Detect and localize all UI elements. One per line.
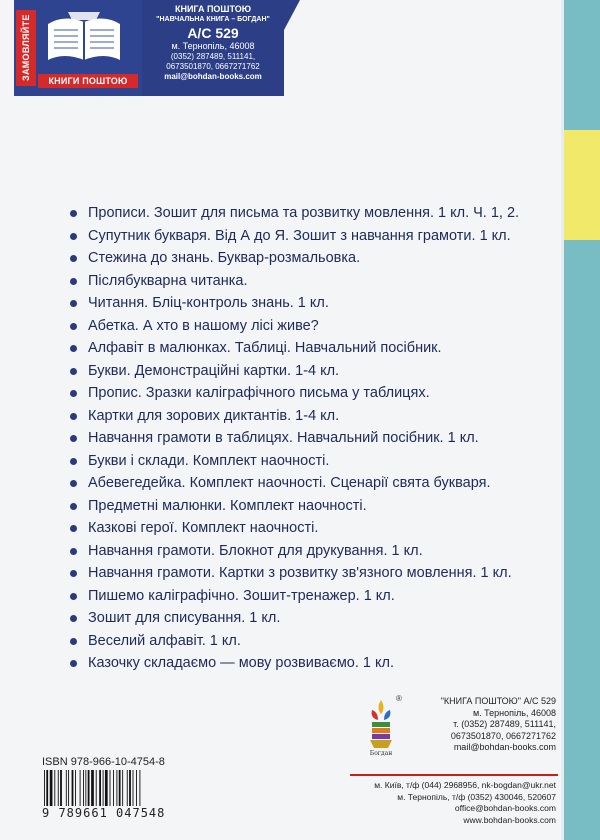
bullet-icon — [70, 570, 77, 577]
side-stripe-line — [561, 0, 564, 840]
banner-subtitle: "НАВЧАЛЬНА КНИГА – БОГДАН" — [156, 16, 270, 23]
order-phones-2: 0673501870, 0667271762 — [450, 730, 556, 741]
list-item: Абетка. А хто в нашому лісі живе? — [70, 315, 540, 338]
order-city: м. Тернопіль, 46008 — [472, 707, 556, 718]
list-item: Веселий алфавіт. 1 кл. — [70, 630, 540, 653]
list-item: Зошит для списування. 1 кл. — [70, 607, 540, 630]
banner-city: м. Тернопіль, 46008 — [171, 41, 255, 51]
bullet-icon — [70, 615, 77, 622]
banner-vertical-label: ЗАМОВЛЯЙТЕ — [16, 10, 36, 86]
bullet-icon — [70, 525, 77, 532]
list-item: Читання. Бліц-контроль знань. 1 кл. — [70, 292, 540, 315]
contact-kyiv: м. Київ, т/ф (044) 2968956, nk-bogdan@ukr.net — [374, 780, 556, 790]
book-icon — [44, 10, 124, 66]
divider — [350, 774, 558, 776]
list-item: Букви. Демонстраційні картки. 1-4 кл. — [70, 360, 540, 383]
list-item: Казочку складаємо — мову розвиваємо. 1 кл. — [70, 652, 540, 675]
list-item: Абевегедейка. Комплект наочності. Сценарії свята букваря. — [70, 472, 540, 495]
list-item: Навчання грамоти. Блокнот для друкування. 1 кл. — [70, 540, 540, 563]
list-item: Букви і склади. Комплект наочності. — [70, 450, 540, 473]
publisher-logo-icon — [366, 696, 396, 758]
bullet-icon — [70, 210, 77, 217]
contact-block — [356, 780, 556, 826]
bullet-icon — [70, 278, 77, 285]
side-stripe-yellow — [564, 130, 600, 240]
bullet-icon — [70, 233, 77, 240]
list-item: Алфавіт в малюнках. Таблиці. Навчальний посібник. — [70, 337, 540, 360]
bullet-icon — [70, 323, 77, 330]
banner-email: mail@bohdan-books.com — [164, 72, 262, 81]
contact-office-email: office@bohdan-books.com — [454, 803, 556, 813]
banner-box: А/С 529 — [187, 25, 239, 41]
list-item: Казкові герої. Комплект наочності. — [70, 517, 540, 540]
order-title: "КНИГА ПОШТОЮ" А/С 529 — [440, 696, 556, 706]
banner-strip-label: КНИГИ ПОШТОЮ — [38, 74, 138, 88]
bullet-icon — [70, 435, 77, 442]
side-stripe-teal — [564, 0, 600, 840]
list-item: Картки для зорових диктантів. 1-4 кл. — [70, 405, 540, 428]
book-list — [70, 202, 540, 675]
order-email: mail@bohdan-books.com — [453, 742, 556, 752]
contact-ternopil: м. Тернопіль, т/ф (0352) 430046, 520607 — [397, 791, 556, 802]
barcode-number: 9 789661 047548 — [40, 806, 194, 820]
list-item: Навчання грамоти. Картки з розвитку зв'язного мовлення. 1 кл. — [70, 562, 540, 585]
bullet-icon — [70, 548, 77, 555]
registered-mark: ® — [396, 694, 402, 703]
order-address-block — [406, 696, 556, 754]
bullet-icon — [70, 300, 77, 307]
order-by-mail-banner — [14, 0, 284, 96]
bullet-icon — [70, 503, 77, 510]
list-item: Навчання грамоти в таблицях. Навчальний посібник. 1 кл. — [70, 427, 540, 450]
list-item: Прописи. Зошит для письма та розвитку мовлення. 1 кл. Ч. 1, 2. — [70, 202, 540, 225]
banner-address — [144, 4, 282, 82]
banner-phones-1: (0352) 287489, 511141, — [170, 52, 256, 61]
bullet-icon — [70, 255, 77, 262]
bullet-icon — [70, 413, 77, 420]
list-item: Пропис. Зразки каліграфічного письма у таблицях. — [70, 382, 540, 405]
banner-left-panel — [14, 0, 142, 96]
list-item: Супутник букваря. Від А до Я. Зошит з навчання грамоти. 1 кл. — [70, 225, 540, 248]
bullet-icon — [70, 638, 77, 645]
bullet-icon — [70, 458, 77, 465]
list-item: Стежина до знань. Буквар-розмальовка. — [70, 247, 540, 270]
bullet-icon — [70, 390, 77, 397]
bullet-icon — [70, 593, 77, 600]
banner-title: КНИГА ПОШТОЮ — [174, 4, 252, 14]
banner-phones-2: 0673501870, 0667271762 — [166, 62, 260, 71]
svg-text:Богдан: Богдан — [369, 750, 393, 757]
bullet-icon — [70, 660, 77, 667]
list-item: Післябукварна читанка. — [70, 270, 540, 293]
list-item: Предметні малюнки. Комплект наочності. — [70, 495, 540, 518]
contact-website: www.bohdan-books.com — [463, 814, 556, 825]
bullet-icon — [70, 368, 77, 375]
bullet-icon — [70, 480, 77, 487]
order-phones-1: т. (0352) 287489, 511141, — [453, 719, 556, 729]
banner-corner — [284, 0, 300, 30]
list-item: Пишемо каліграфічно. Зошит-тренажер. 1 кл. — [70, 585, 540, 608]
isbn-label: ISBN 978-966-10-4754-8 — [42, 756, 165, 768]
bullet-icon — [70, 345, 77, 352]
